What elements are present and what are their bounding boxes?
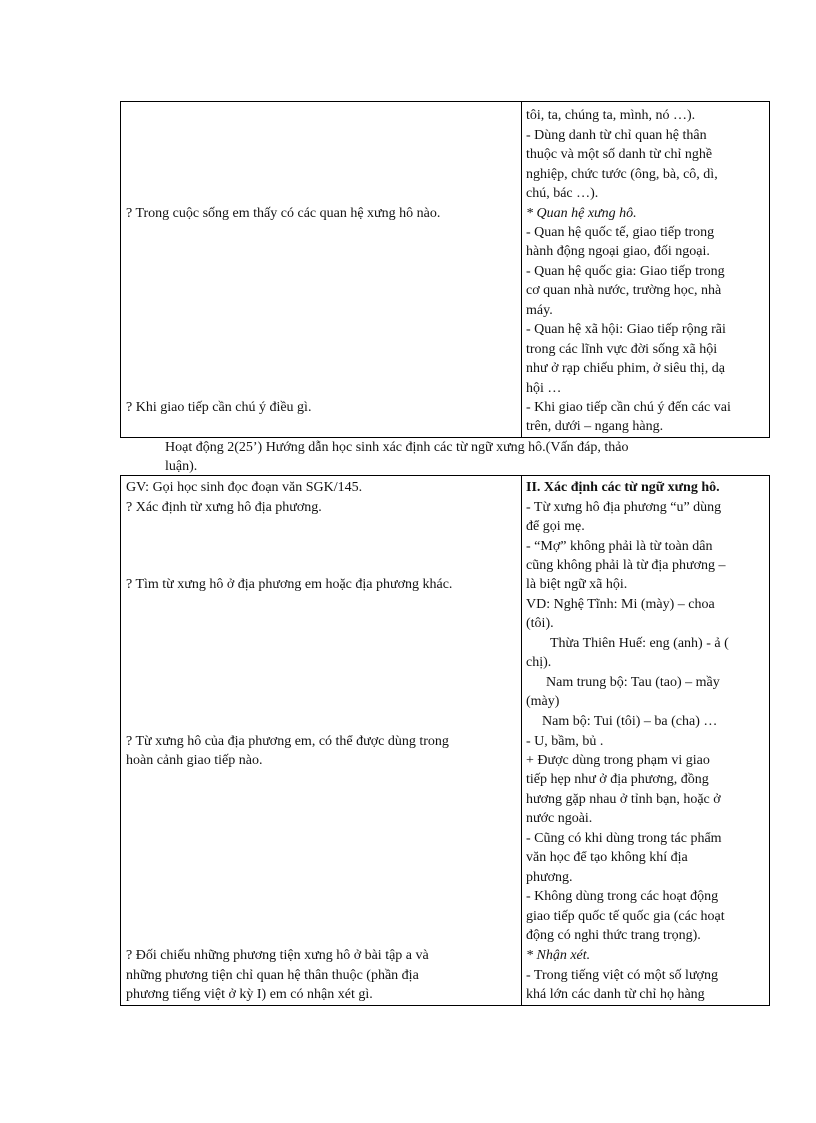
answer-line: - Quan hệ xã hội: Giao tiếp rộng rãi <box>526 322 726 337</box>
answer-line: hành động ngoại giao, đối ngoại. <box>526 244 710 259</box>
answer-line: + Được dùng trong phạm vi giao <box>526 753 710 768</box>
answer-line: thuộc và một số danh từ chỉ nghề <box>526 147 713 162</box>
answer-line: Thừa Thiên Huế: eng (anh) - ả ( <box>550 636 729 651</box>
answer-line: nước ngoài. <box>526 811 593 826</box>
answer-line: phương. <box>526 870 573 885</box>
question-line: hoàn cảnh giao tiếp nào. <box>126 753 263 768</box>
answer-line: như ở rạp chiếu phim, ở siêu thị, dạ <box>526 361 725 376</box>
answer-line: hội … <box>526 381 562 396</box>
answer-line: nghiệp, chức tước (ông, bà, cô, dì, <box>526 167 718 182</box>
answer-line: - Khi giao tiếp cần chú ý đến các vai <box>526 400 731 415</box>
section-subheading: * Nhận xét. <box>526 948 591 963</box>
answer-line: chú, bác …). <box>526 186 599 201</box>
answer-line: - Quan hệ quốc tế, giao tiếp trong <box>526 225 715 240</box>
activity-heading: Hoạt động 2(25’) Hướng dẫn học sinh xác định các từ ngữ xưng hô.(Vấn đáp, thảo <box>165 440 629 455</box>
answer-line: giao tiếp quốc tế quốc gia (các hoạt <box>526 909 725 924</box>
answer-line: Nam bộ: Tui (tôi) – ba (cha) … <box>542 714 718 729</box>
answer-line: máy. <box>526 303 553 318</box>
question-line: những phương tiện chỉ quan hệ thân thuộc (phần địa <box>126 968 419 983</box>
answer-line: trên, dưới – ngang hàng. <box>526 419 664 434</box>
answer-line: VD: Nghệ Tĩnh: Mi (mày) – choa <box>526 597 715 612</box>
answer-line: - “Mợ” không phải là từ toàn dân <box>526 539 713 554</box>
teacher-instruction: GV: Gọi học sinh đọc đoạn văn SGK/145. <box>126 480 363 495</box>
answer-line: văn học để tạo không khí địa <box>526 850 688 865</box>
answer-line: - Từ xưng hô địa phương “u” dùng <box>526 500 722 515</box>
column-divider <box>521 476 522 1005</box>
question-line: ? Từ xưng hô của địa phương em, có thể được dùng trong <box>126 734 449 749</box>
question-line: ? Xác định từ xưng hô địa phương. <box>126 500 322 515</box>
answer-line: trong các lĩnh vực đời sống xã hội <box>526 342 718 357</box>
question-line: ? Đối chiếu những phương tiện xưng hô ở bài tập a và <box>126 948 429 963</box>
question-line: phương tiếng việt ở kỳ I) em có nhận xét gì. <box>126 987 373 1002</box>
answer-line: tiếp hẹp như ở địa phương, đồng <box>526 772 709 787</box>
answer-line: (mày) <box>526 694 560 709</box>
activity-heading-cont: luận). <box>165 459 198 474</box>
answer-line: cơ quan nhà nước, trường học, nhà <box>526 283 722 298</box>
answer-line: - Dùng danh từ chỉ quan hệ thân <box>526 128 707 143</box>
answer-line: - Trong tiếng việt có một số lượng <box>526 968 718 983</box>
question-line: ? Tìm từ xưng hô ở địa phương em hoặc địa phương khác. <box>126 577 453 592</box>
answer-line: động có nghi thức trang trọng). <box>526 928 701 943</box>
answer-line: - U, bầm, bủ . <box>526 734 604 749</box>
section-subheading: * Quan hệ xưng hô. <box>526 206 637 221</box>
answer-line: là biệt ngữ xã hội. <box>526 577 628 592</box>
answer-line: - Cũng có khi dùng trong tác phẩm <box>526 831 722 846</box>
answer-line: - Không dùng trong các hoạt động <box>526 889 719 904</box>
answer-line: cũng không phải là từ địa phương – <box>526 558 726 573</box>
answer-line: chị). <box>526 655 552 670</box>
question-attention: ? Khi giao tiếp cần chú ý điều gì. <box>126 400 312 415</box>
answer-line: hương gặp nhau ở tỉnh bạn, hoặc ở <box>526 792 721 807</box>
column-divider <box>521 102 522 437</box>
answer-line: tôi, ta, chúng ta, mình, nó …). <box>526 108 696 123</box>
answer-line: (tôi). <box>526 616 554 631</box>
section-title: II. Xác định các từ ngữ xưng hô. <box>526 480 720 495</box>
answer-line: để gọi mẹ. <box>526 519 585 534</box>
answer-line: - Quan hệ quốc gia: Giao tiếp trong <box>526 264 725 279</box>
answer-line: Nam trung bộ: Tau (tao) – mầy <box>546 675 720 690</box>
question-relationships: ? Trong cuộc sống em thấy có các quan hệ xưng hô nào. <box>126 206 441 221</box>
answer-line: khá lớn các danh từ chỉ họ hàng <box>526 987 705 1002</box>
